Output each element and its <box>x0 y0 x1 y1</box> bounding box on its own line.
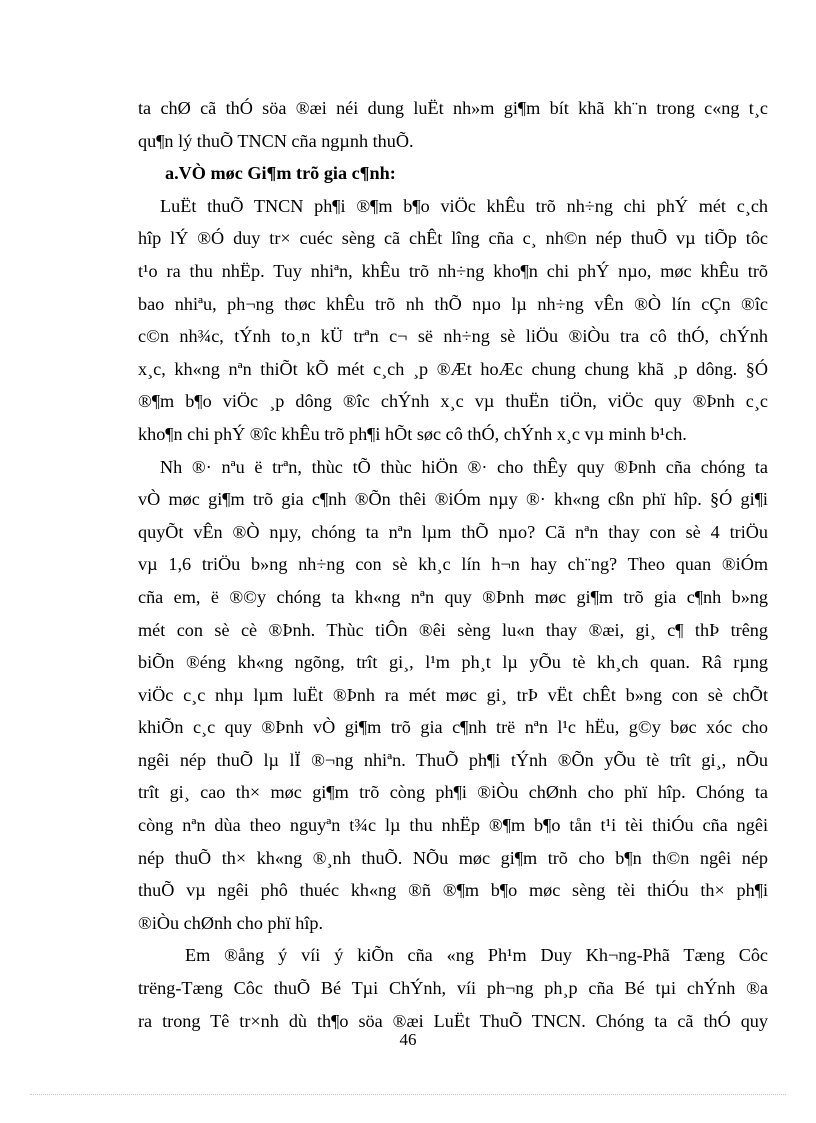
text-line: c©n nh¾c, tÝnh to¸n kÜ trªn c¬ së nh÷ng sè liÖu ®iÒu tra cô thÓ, chÝnh <box>138 326 768 347</box>
text-line: Em ®ång ý víi ý kiÕn cña «ng Ph¹m Duy Kh¬ng-Phã Tæng Côc <box>185 945 768 966</box>
text-line: kho¶n chi phÝ ®îc khÊu trõ ph¶i hÕt søc cô thÓ, chÝnh x¸c vµ minh b¹ch. <box>138 423 687 444</box>
text-line: ra trong Tê tr×nh dù th¶o söa ®æi LuËt ThuÕ TNCN. Chóng ta cã thÓ quy <box>138 1010 768 1031</box>
body-text <box>138 92 768 1037</box>
text-line: mét con sè cè ®Þnh. Thùc tiÔn ®êi sèng lu«n thay ®æi, gi¸ c¶ thÞ trêng <box>138 619 768 640</box>
text-line: quyÕt vÊn ®Ò nµy, chóng ta nªn lµm thÕ nµo? Cã nªn thay con sè 4 triÖu <box>138 521 768 542</box>
text-line: LuËt thuÕ TNCN ph¶i ®¶m b¶o viÖc khÊu trõ nh÷ng chi phÝ mét c¸ch <box>160 195 768 216</box>
text-line: khiÕn c¸c quy ®Þnh vÒ gi¶m trõ gia c¶nh trë nªn l¹c hËu, g©y bøc xóc cho <box>138 717 768 738</box>
text-line: ®iÒu chØnh cho phï hîp. <box>138 912 324 933</box>
text-line: x¸c, kh«ng nªn thiÕt kÕ mét c¸ch ¸p ®Æt hoÆc chung chung khã ¸p dông. §Ó <box>138 358 768 379</box>
text-line: nép thuÕ th× kh«ng ®¸nh thuÕ. NÕu møc gi¶m trõ cho b¶n th©n ngêi nép <box>138 847 768 868</box>
text-line: hîp lÝ ®Ó duy tr× cuéc sèng cã chÊt lîng cña c¸ nh©n nép thuÕ vµ tiÕp tôc <box>138 228 768 249</box>
text-line: vµ 1,6 triÖu b»ng nh÷ng con sè kh¸c lín h¬n hay ch¨ng? Theo quan ®iÓm <box>138 554 768 575</box>
page-bottom-divider <box>30 1094 786 1095</box>
text-line: Nh ®· nªu ë trªn, thùc tÕ thùc hiÖn ®· cho thÊy quy ®Þnh cña chóng ta <box>160 456 768 477</box>
text-line: ta chØ cã thÓ söa ®æi néi dung luËt nh»m gi¶m bít khã kh¨n trong c«ng t¸c <box>138 98 768 118</box>
text-line: ®¶m b¶o viÖc ¸p dông ®îc chÝnh x¸c vµ thuËn tiÖn, viÖc quy ®Þnh c¸c <box>138 391 768 412</box>
text-line: thuÕ vµ ngêi phô thuéc kh«ng ®ñ ®¶m b¶o møc sèng tèi thiÓu th× ph¶i <box>138 880 768 901</box>
text-line: t¹o ra thu nhËp. Tuy nhiªn, khÊu trõ nh÷ng kho¶n chi phÝ nµo, møc khÊu trõ <box>138 260 768 281</box>
text-line: còng nªn dùa theo nguyªn t¾c lµ thu nhËp ®¶m b¶o tån t¹i tèi thiÓu cña ngêi <box>138 815 768 836</box>
section-heading: a.VÒ møc Gi¶m trõ gia c¶nh: <box>165 163 396 184</box>
text-line: trît gi¸ cao th× møc gi¶m trõ còng ph¶i ®iÒu chØnh cho phï hîp. Chóng ta <box>138 782 768 803</box>
text-line: cña em, ë ®©y chóng ta kh«ng nªn quy ®Þnh møc gi¶m trõ gia c¶nh b»ng <box>138 586 768 607</box>
page-number: 46 <box>399 1030 417 1049</box>
text-line: biÕn ®éng kh«ng ngõng, trît gi¸, l¹m ph¸t lµ yÕu tè kh¸ch quan. Râ rµng <box>138 652 768 673</box>
text-line: viÖc c¸c nhµ lµm luËt ®Þnh ra mét møc gi¸ trÞ vËt chÊt b»ng con sè chÕt <box>138 684 768 705</box>
text-line: ngêi nép thuÕ lµ lÏ ®¬ng nhiªn. ThuÕ ph¶i tÝnh ®Õn yÕu tè trît gi¸, nÕu <box>138 749 768 770</box>
text-line: qu¶n lý thuÕ TNCN cña ngµnh thuÕ. <box>138 130 414 151</box>
text-line: bao nhiªu, ph¬ng thøc khÊu trõ nh thÕ nµo lµ nh÷ng vÊn ®Ò lín cÇn ®îc <box>138 293 768 314</box>
text-line: vÒ møc gi¶m trõ gia c¶nh ®Õn thêi ®iÓm nµy ®· kh«ng cßn phï hîp. §Ó gi¶i <box>138 489 768 510</box>
text-line: trëng-Tæng Côc thuÕ Bé Tµi ChÝnh, víi ph¬ng ph¸p cña Bé tµi chÝnh ®a <box>138 978 768 999</box>
